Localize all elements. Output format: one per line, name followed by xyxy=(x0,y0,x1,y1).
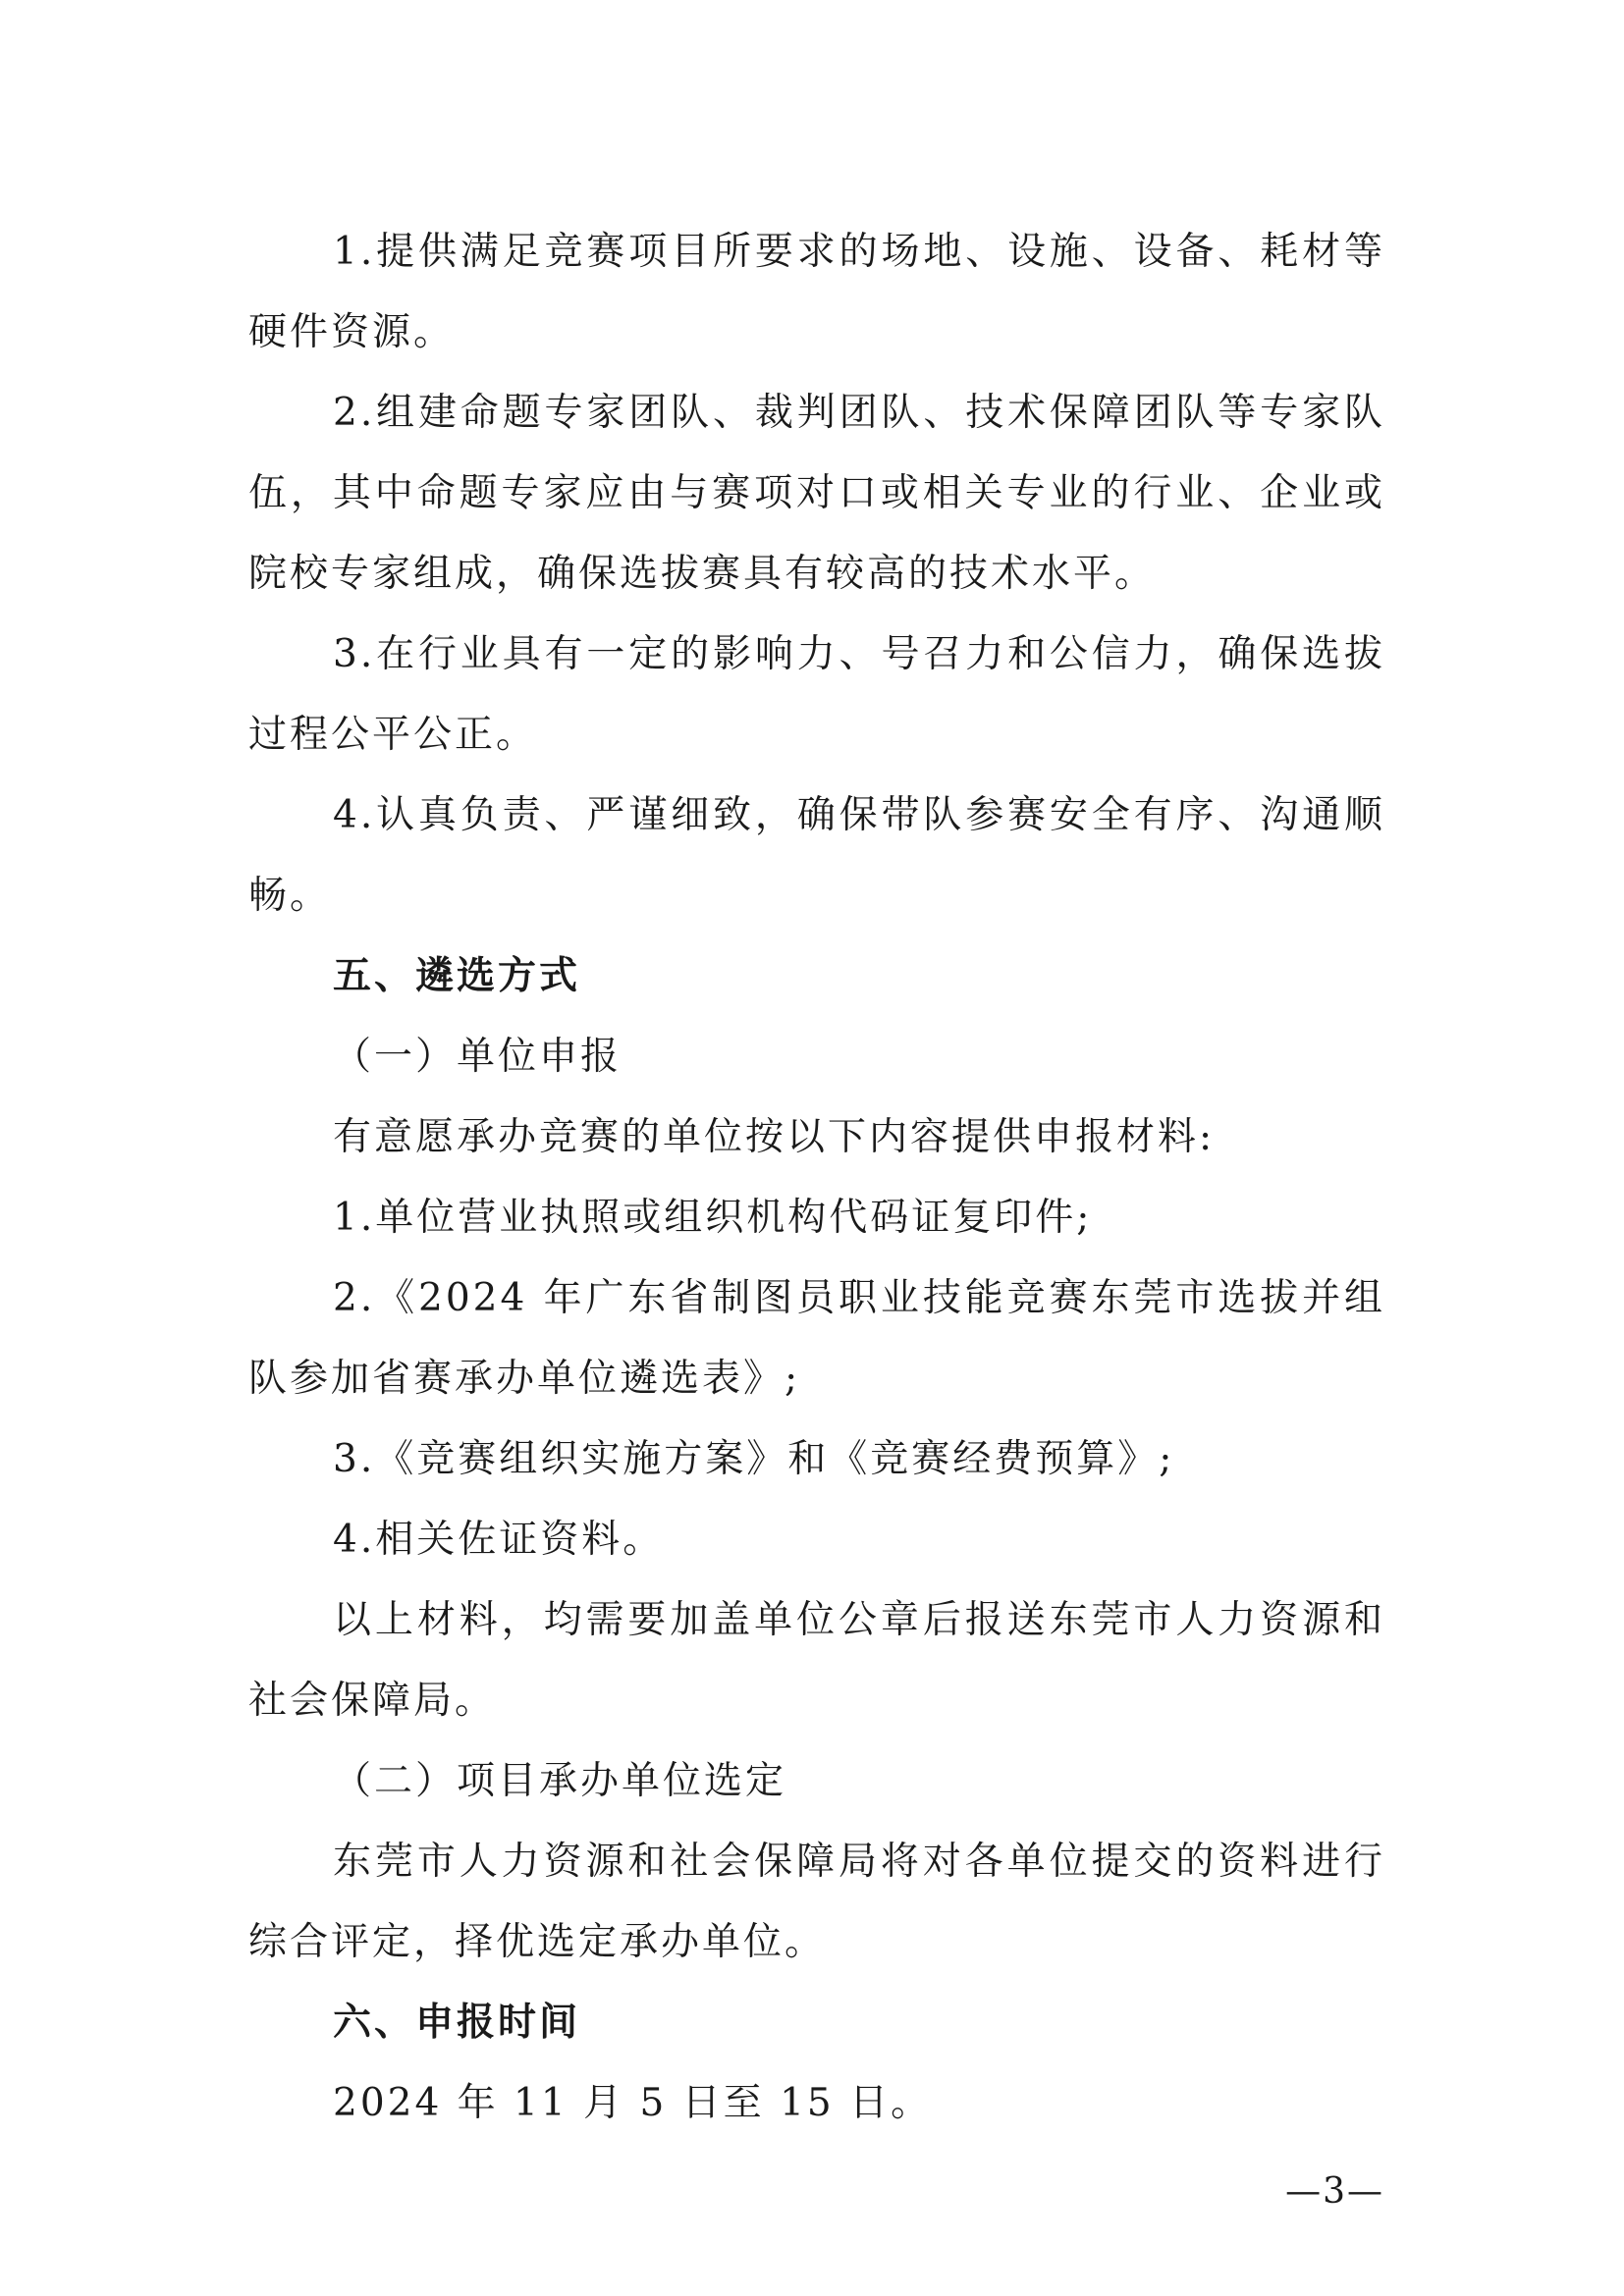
paragraph-material-2: 2.《2024 年广东省制图员职业技能竞赛东莞市选拔并组队参加省赛承办单位遴选表》; xyxy=(248,1276,1385,1401)
paragraph-requirement-2: 2.组建命题专家团队、裁判团队、技术保障团队等专家队伍，其中命题专家应由与赛项对口或相关专业的行业、企业或院校专家组成，确保选拔赛具有较高的技术水平。 xyxy=(248,391,1385,596)
subsection-heading-host-selection: （二）项目承办单位选定 xyxy=(333,1759,787,1803)
paragraph-evaluation: 东莞市人力资源和社会保障局将对各单位提交的资料进行综合评定，择优选定承办单位。 xyxy=(248,1840,1385,1964)
paragraph-material-1: 1.单位营业执照或组织机构代码证复印件; xyxy=(333,1196,1093,1240)
paragraph-material-3: 3.《竞赛组织实施方案》和《竞赛经费预算》; xyxy=(333,1437,1175,1481)
page-number: —3— xyxy=(1285,2171,1384,2212)
paragraph-requirement-1: 1.提供满足竞赛项目所要求的场地、设施、设备、耗材等硬件资源。 xyxy=(248,230,1385,354)
paragraph-application-intro: 有意愿承办竞赛的单位按以下内容提供申报材料: xyxy=(333,1115,1216,1159)
paragraph-submission-note: 以上材料，均需要加盖单位公章后报送东莞市人力资源和社会保障局。 xyxy=(248,1598,1385,1723)
section-heading-application-time: 六、申报时间 xyxy=(333,2001,581,2045)
paragraph-requirement-4: 4.认真负责、严谨细致，确保带队参赛安全有序、沟通顺畅。 xyxy=(248,793,1385,918)
paragraph-material-4: 4.相关佐证资料。 xyxy=(333,1518,665,1562)
document-body xyxy=(248,212,1385,2144)
paragraph-requirement-3: 3.在行业具有一定的影响力、号召力和公信力，确保选拔过程公平公正。 xyxy=(248,632,1385,757)
paragraph-application-dates: 2024 年 11 月 5 日至 15 日。 xyxy=(333,2081,933,2125)
section-heading-selection-method: 五、遴选方式 xyxy=(333,954,581,998)
subsection-heading-unit-application: （一）单位申报 xyxy=(333,1035,623,1079)
